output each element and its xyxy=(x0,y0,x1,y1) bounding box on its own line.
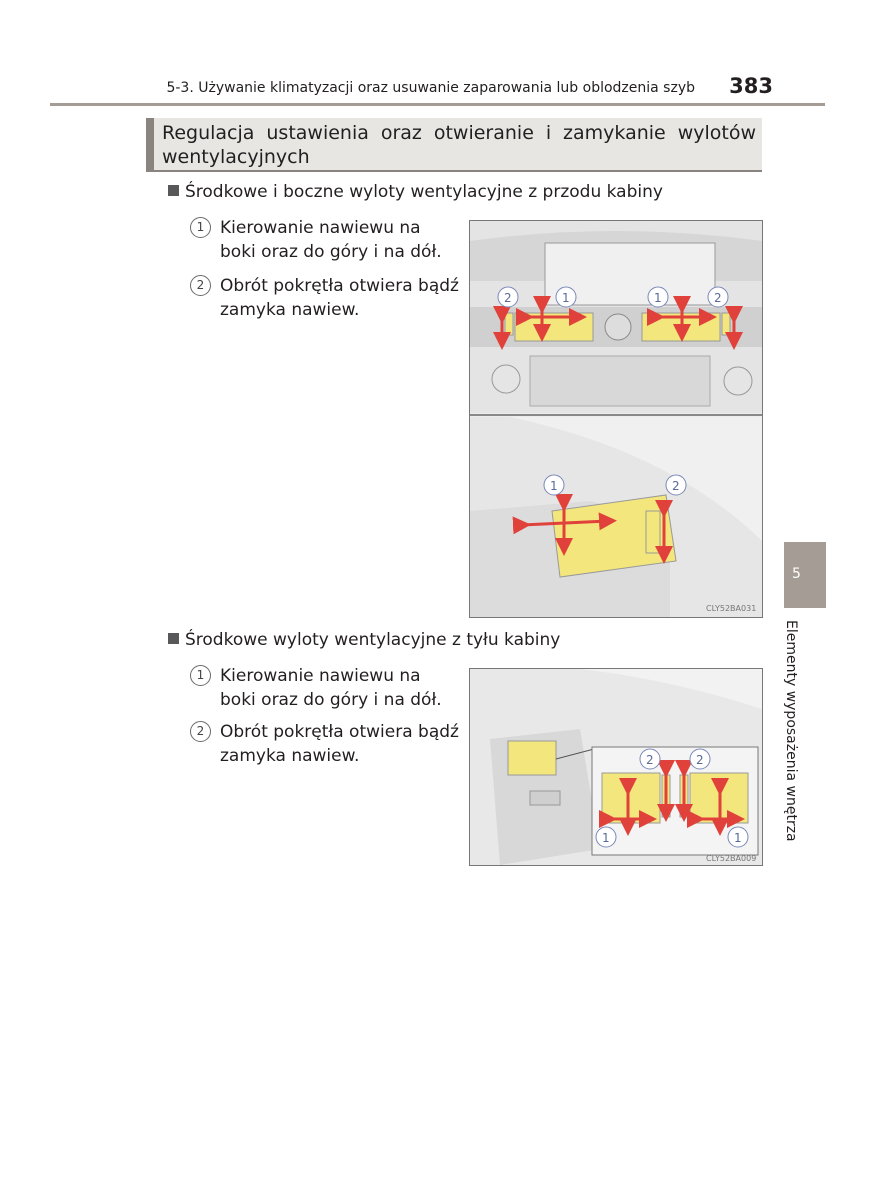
svg-text:1: 1 xyxy=(562,291,570,305)
svg-text:2: 2 xyxy=(714,291,722,305)
rear-item-1-text: Kierowanie nawiewu na boki oraz do góry i na dół. xyxy=(220,666,442,710)
rear-vents-heading-text: Środkowe wyloty wentylacyjne z tyłu kabiny xyxy=(185,630,561,650)
rear-figure-code: CLY52BA009 xyxy=(706,854,757,863)
front-item-1 xyxy=(190,216,460,264)
rear-item-2 xyxy=(190,720,460,768)
rear-item-1 xyxy=(190,664,460,712)
running-header-title: 5-3. Używanie klimatyzacji oraz usuwanie zaparowania lub oblodzenia szyb xyxy=(166,80,695,96)
rear-vents-illustration xyxy=(470,669,762,865)
chapter-number: 5 xyxy=(792,566,801,582)
svg-text:2: 2 xyxy=(672,479,680,493)
section-heading: Regulacja ustawienia oraz otwieranie i zamykanie wylotów wentylacyjnych xyxy=(162,122,756,168)
front-vents-heading-text: Środkowe i boczne wyloty wentylacyjne z przodu kabiny xyxy=(185,182,663,202)
page-header xyxy=(50,72,825,104)
front-item-1-text: Kierowanie nawiewu na boki oraz do góry i na dół. xyxy=(220,218,442,262)
chapter-label: Elementy wyposażenia wnętrza xyxy=(783,620,799,842)
front-item-2-text: Obrót pokrętła otwiera bądź zamyka nawiew. xyxy=(220,276,459,320)
front-vents-figure xyxy=(469,220,763,618)
svg-text:2: 2 xyxy=(696,753,704,767)
circled-number-2: 2 xyxy=(190,275,211,296)
circled-number-1: 1 xyxy=(190,665,211,686)
svg-text:1: 1 xyxy=(654,291,662,305)
svg-text:1: 1 xyxy=(602,831,610,845)
rear-vents-figure xyxy=(469,668,763,866)
rear-vents-heading xyxy=(168,630,560,650)
front-vents-heading xyxy=(168,182,663,202)
chapter-tab xyxy=(784,542,826,608)
section-heading-bar xyxy=(146,118,154,172)
section-heading-box xyxy=(146,118,762,172)
section-heading-underline xyxy=(146,170,762,172)
header-rule xyxy=(50,103,825,106)
front-figure-code: CLY52BA031 xyxy=(706,604,757,613)
rear-item-2-text: Obrót pokrętła otwiera bądź zamyka nawiew. xyxy=(220,722,459,766)
svg-text:2: 2 xyxy=(646,753,654,767)
circled-number-2: 2 xyxy=(190,721,211,742)
bullet-square-icon xyxy=(168,633,179,644)
circled-number-1: 1 xyxy=(190,217,211,238)
page-number: 383 xyxy=(729,74,773,98)
bullet-square-icon xyxy=(168,185,179,196)
svg-text:2: 2 xyxy=(504,291,512,305)
front-vents-illustration xyxy=(470,221,762,617)
svg-text:1: 1 xyxy=(550,479,558,493)
front-item-2 xyxy=(190,274,460,322)
svg-text:1: 1 xyxy=(734,831,742,845)
